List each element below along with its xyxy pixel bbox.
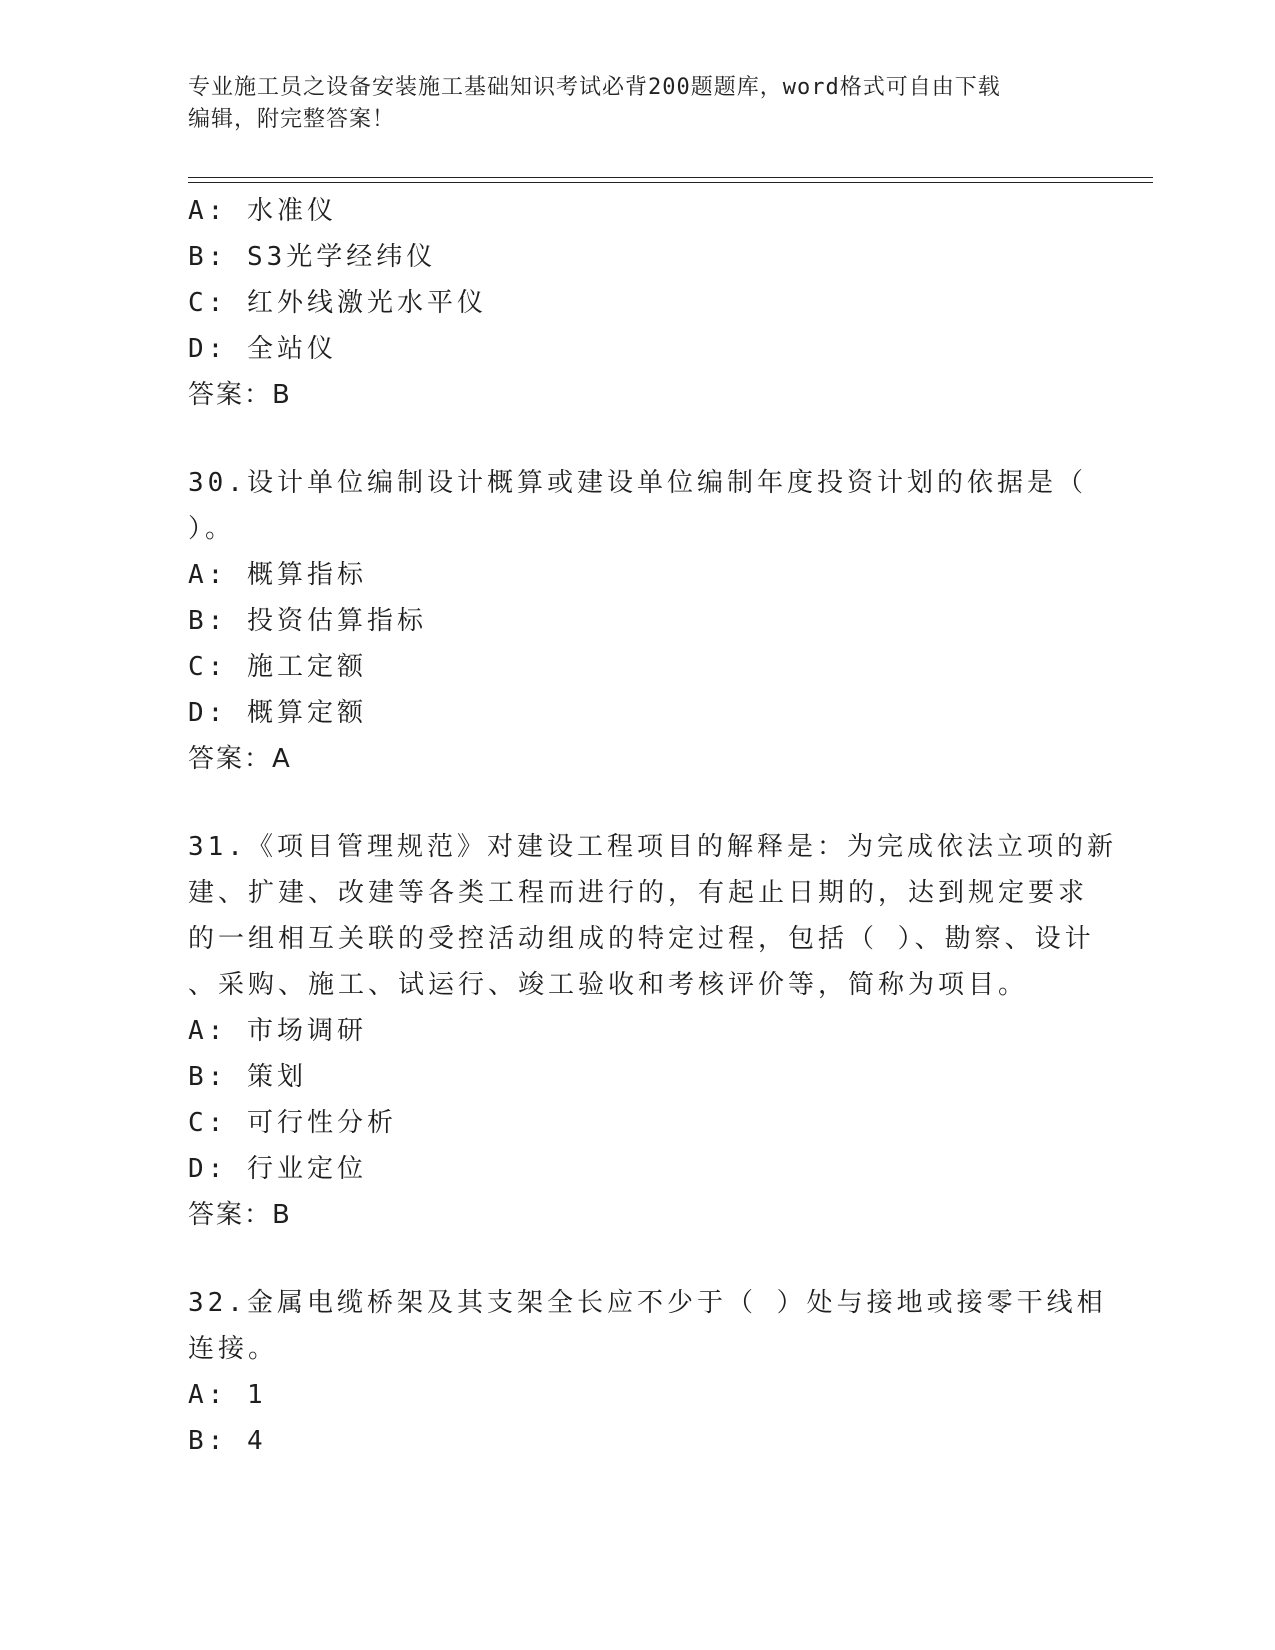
option-d: D: 全站仪 <box>188 334 337 364</box>
option-b: B: 策划 <box>188 1062 307 1092</box>
question-text-line: 连接。 <box>188 1334 279 1364</box>
question-text-line: 31.《项目管理规范》对建设工程项目的解释是：为完成依法立项的新 <box>188 832 1117 862</box>
option-a: A: 1 <box>188 1380 267 1410</box>
question-text-line: ）。 <box>188 514 236 544</box>
question-text-line: 30.设计单位编制设计概算或建设单位编制年度投资计划的依据是（ <box>188 468 1087 498</box>
question-spacer <box>188 418 1088 460</box>
question-spacer <box>188 1238 1088 1280</box>
option-c: C: 可行性分析 <box>188 1108 397 1138</box>
option-b: B: 投资估算指标 <box>188 606 427 636</box>
answer-line: 答案：B <box>188 380 292 410</box>
option-b: B: 4 <box>188 1426 267 1456</box>
question-list <box>188 188 1117 1464</box>
option-c: C: 红外线激光水平仪 <box>188 288 487 318</box>
option-a: A: 市场调研 <box>188 1016 367 1046</box>
question-31 <box>188 824 1117 1238</box>
option-a: A: 概算指标 <box>188 560 367 590</box>
answer-line: 答案：B <box>188 1200 292 1230</box>
answer-line: 答案：A <box>188 744 292 774</box>
question-29 <box>188 188 1088 418</box>
header-divider-top <box>188 177 1153 178</box>
question-text-line: 、采购、施工、试运行、竣工验收和考核评价等，简称为项目。 <box>188 970 1029 1000</box>
header-line-1: 专业施工员之设备安装施工基础知识考试必背200题题库，word格式可自由下载 <box>188 75 1001 100</box>
question-30 <box>188 460 1088 782</box>
question-spacer <box>188 782 1088 824</box>
document-header <box>188 72 1088 136</box>
header-divider-bottom <box>188 182 1153 183</box>
option-c: C: 施工定额 <box>188 652 367 682</box>
question-32 <box>188 1280 1107 1464</box>
option-d: D: 概算定额 <box>188 698 367 728</box>
header-line-2: 编辑，附完整答案！ <box>188 107 396 132</box>
question-text-line: 32.金属电缆桥架及其支架全长应不少于（ ）处与接地或接零干线相 <box>188 1288 1107 1318</box>
option-b: B: S3光学经纬仪 <box>188 242 437 272</box>
question-text-line: 的一组相互关联的受控活动组成的特定过程，包括（ ）、勘察、设计 <box>188 924 1095 954</box>
option-d: D: 行业定位 <box>188 1154 367 1184</box>
option-a: A: 水准仪 <box>188 196 337 226</box>
question-text-line: 建、扩建、改建等各类工程而进行的，有起止日期的，达到规定要求 <box>188 878 1089 908</box>
